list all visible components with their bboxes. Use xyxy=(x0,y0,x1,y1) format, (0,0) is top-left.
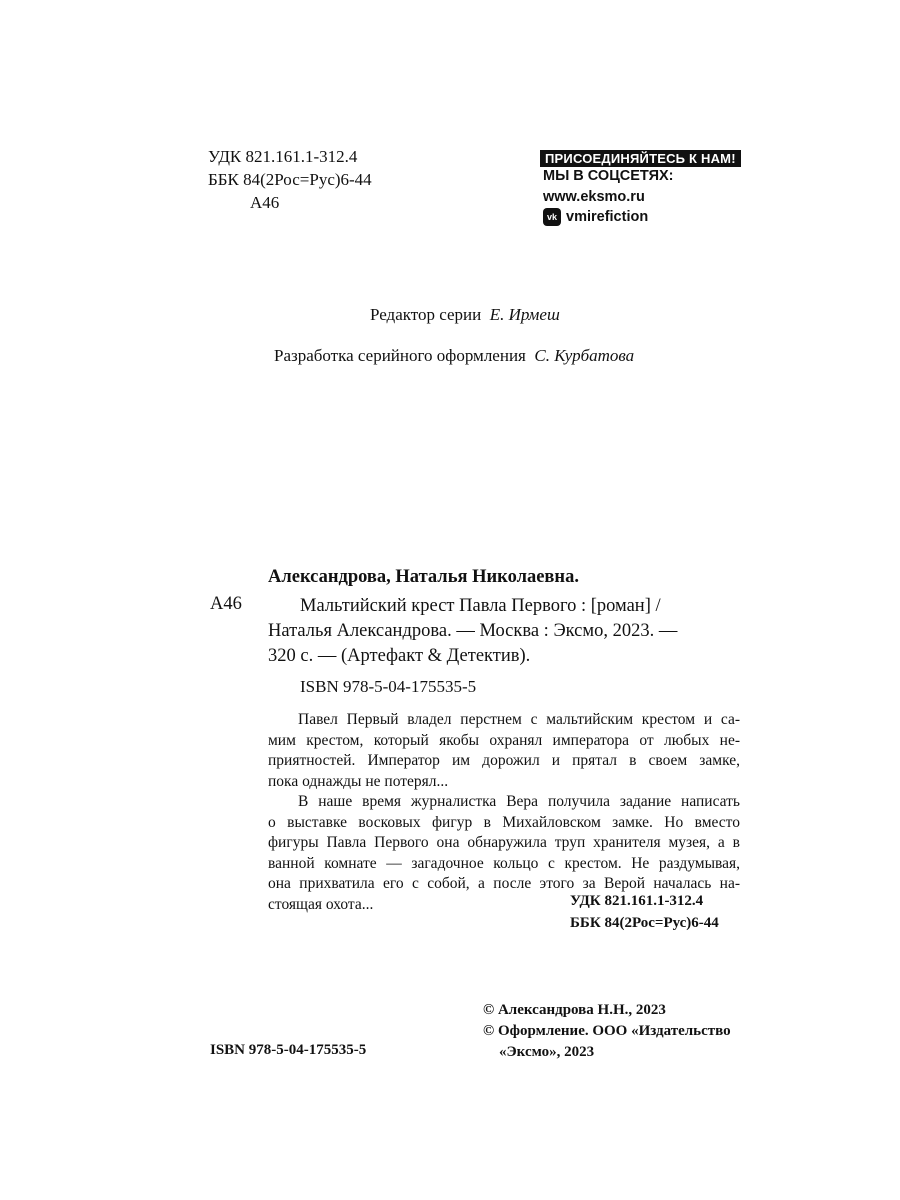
annotation-line: приятностей. Император им дорожил и прятал в своем замке, xyxy=(268,752,740,769)
annotation xyxy=(268,710,740,915)
bbk-code-bottom: ББК 84(2Рос=Рус)6-44 xyxy=(570,915,719,931)
vk-icon: vk xyxy=(543,208,561,226)
bib-continued xyxy=(268,619,740,669)
design-name: С. Курбатова xyxy=(534,346,635,365)
series-editor-credit xyxy=(370,305,560,325)
bib-code: А46 xyxy=(210,594,242,614)
copyright-design-line1: © Оформление. ООО «Издательство xyxy=(483,1023,731,1039)
udk-code-bottom: УДК 821.161.1-312.4 xyxy=(570,893,704,909)
design-label: Разработка серийного оформления xyxy=(274,346,526,365)
bib-publication-line: Наталья Александрова. — Москва : Эксмо, 2023. — xyxy=(268,621,678,641)
bib-author: Александрова, Наталья Николаевна. xyxy=(268,567,579,587)
copyright-author: © Александрова Н.Н., 2023 xyxy=(483,1002,666,1018)
vk-link[interactable] xyxy=(543,208,648,226)
design-credit xyxy=(274,346,634,366)
annotation-line: о выставке восковых фигур в Михайловском замке. Но вместо xyxy=(268,813,740,831)
author-mark-top: А46 xyxy=(250,193,280,212)
isbn-bottom: ISBN 978-5-04-175535-5 xyxy=(210,1042,367,1058)
bib-title-block xyxy=(300,594,740,619)
website-link[interactable]: www.eksmo.ru xyxy=(543,189,645,205)
annotation-line: мим крестом, который якобы охранял императора от любых не- xyxy=(268,731,740,749)
annotation-line: она прихватила его с собой, а после этого за Верой началась на- xyxy=(268,875,740,892)
bib-title-line: Мальтийский крест Павла Первого : [роман] / xyxy=(300,596,661,616)
vk-handle: vmirefiction xyxy=(566,208,649,225)
join-us-badge: ПРИСОЕДИНЯЙТЕСЬ К НАМ! xyxy=(540,150,741,167)
annotation-line: В наше время журналистка Вера получила задание написать xyxy=(298,793,740,810)
series-editor-name: Е. Ирмеш xyxy=(489,305,560,324)
bib-isbn: ISBN 978-5-04-175535-5 xyxy=(300,677,477,696)
annotation-line: стоящая охота... xyxy=(268,895,374,913)
bbk-code-top: ББК 84(2Рос=Рус)6-44 xyxy=(208,170,372,189)
series-editor-label: Редактор серии xyxy=(370,305,482,324)
annotation-line: Павел Первый владел перстнем с мальтийским крестом и са- xyxy=(298,711,740,728)
copyright-design-line2: «Эксмо», 2023 xyxy=(499,1044,595,1060)
annotation-line: ванной комнате — загадочное кольцо с крестом. Не раздумывая, xyxy=(268,854,740,872)
bib-pages-line: 320 с. — (Артефакт & Детектив). xyxy=(268,646,531,666)
annotation-line: пока однажды не потерял... xyxy=(268,772,449,790)
annotation-line: фигуры Павла Первого она обнаружила труп хранителя музея, а в xyxy=(268,834,740,851)
udk-code-top: УДК 821.161.1-312.4 xyxy=(208,147,358,166)
social-networks-label: МЫ В СОЦСЕТЯХ: xyxy=(543,168,674,184)
